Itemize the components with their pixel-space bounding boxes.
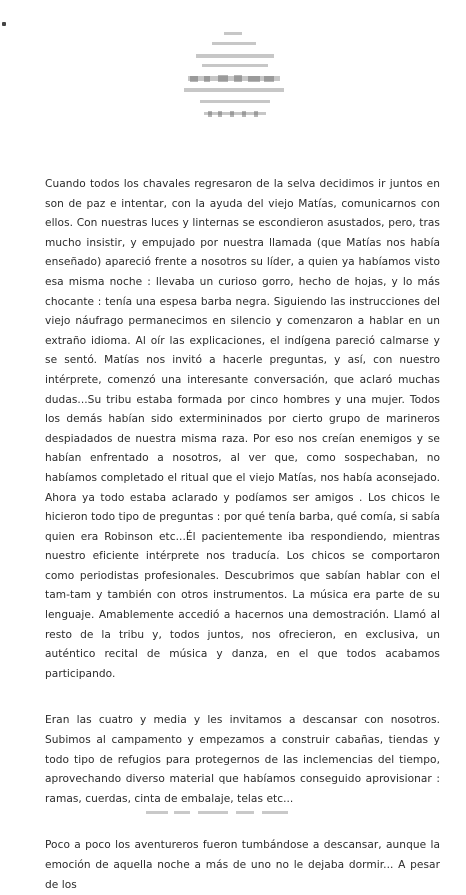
faded-footer-mark — [140, 808, 320, 818]
paragraph: Poco a poco los aventureros fueron tumbándose a descansar, aunque la emoción de aquella noche a más de uno no le dejaba dormir... A pesar de los — [45, 839, 440, 891]
paragraph: Eran las cuatro y media y les invitamos a descansar con nosotros. Subimos al campamento y empezamos a construir cabañas, tiendas y todo tipo de refugios para protegernos de las inclemencias del tiempo, aprovechando diverso material que habíamos conseguido aprovisionar : ramas, cuerdas, cinta de embalaje, telas etc... — [45, 714, 440, 805]
story-text — [45, 175, 440, 895]
paragraph: Cuando todos los chavales regresaron de la selva decidimos ir juntos en son de paz e intentar, con la ayuda del viejo Matías, comunicarnos con ellos. Con nuestras luces y linternas se escondieron asustados, pero, tras mucho insistir, y empujado por nuestra llamada (que Matías nos había enseñado) apareció frente a nosotros su líder, a quien ya habíamos visto esa misma noche : llevaba un curioso gorro, hecho de hojas, y lo más chocante : tenía una espesa barba negra. Siguiendo las instrucciones del viejo náufrago permanecimos en silencio y comenzaron a hablar en un extraño idioma. Al oír las explicaciones, el indígena pareció calmarse y se sentó. Matías nos invitó a hacerle preguntas, y así, con nuestro intérprete, comenzó una interesante conversación, que aclaró muchas dudas...Su tribu estaba formada por cinco hombres y una mujer. Todos los demás habían sido extermininados por cierto grupo de marineros despiadados de nuestra misma raza. Por eso nos creían enemigos y se habían enfrentado a nosotros, al ver que, como sospechaban, no habíamos completado el ritual que el viejo Matías, nos había aconsejado. Ahora ya todo estaba aclarado y podíamos ser amigos . Los chicos le hicieron todo tipo de preguntas : por qué tenía barba, qué comía, si sabía quien era Robinson etc...Él pacientemente iba respondiendo, mientras nuestro eficiente intérprete nos traducía. Los chicos se comportaron como periodistas profesionales. Descubrimos que sabían hablar con el tam-tam y también con otros instrumentos. La música era parte de su lenguaje. Amablemente accedió a hacernos una demostración. Llamó al resto de la tribu y, todos juntos, nos ofrecieron, en exclusiva, un auténtico recital de música y danza, en el que todos acabamos participando. — [45, 178, 440, 680]
scan-speck — [2, 22, 6, 26]
faded-header-logo — [174, 28, 292, 124]
